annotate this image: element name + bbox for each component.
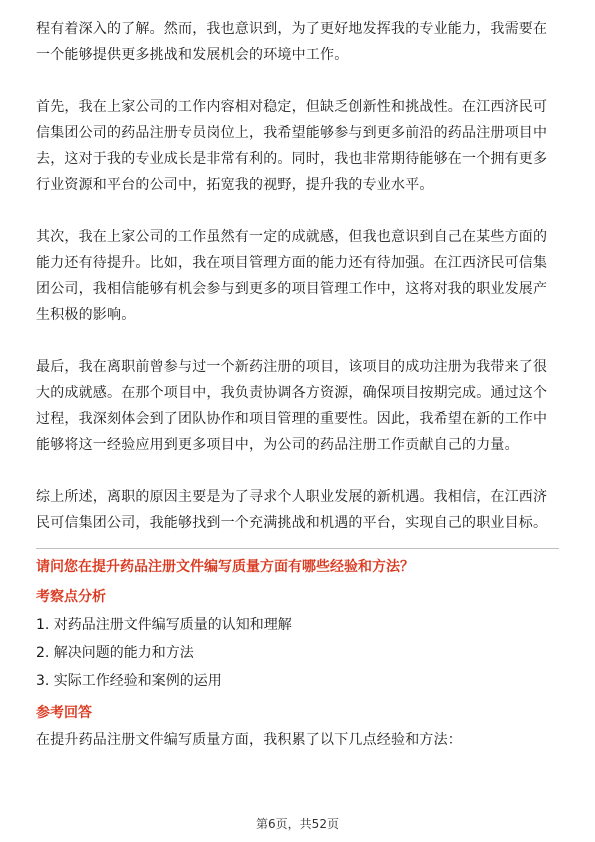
page-number: 第6页，共52页: [256, 817, 339, 831]
body-paragraph-5: 综上所述，离职的原因主要是为了寻求个人职业发展的新机遇。我相信，在江西济民可信集团公司，我能够找到一个充满挑战和机遇的平台，实现自己的职业目标。: [36, 489, 548, 531]
reference-answer-text: 在提升药品注册文件编写质量方面，我积累了以下几点经验和方法：: [36, 732, 462, 748]
body-paragraph-1: 程有着深入的了解。然而，我也意识到，为了更好地发挥我的专业能力，我需要在一个能够提供更多挑战和发展机会的环境中工作。: [36, 21, 548, 63]
list-item: 2. 解决问题的能力和方法: [36, 645, 194, 661]
reference-heading: 参考回答: [36, 705, 92, 721]
body-paragraph-4: 最后，我在离职前曾参与过一个新药注册的项目，该项目的成功注册为我带来了很大的成就感。在那个项目中，我负责协调各方资源，确保项目按期完成。通过这个过程，我深刻体会到了团队协作和项目管理的重要性。因此，我希望在新的工作中能够将这一经验应用到更多项目中，为公司的药品注册工作贡献自己的力量。: [36, 359, 548, 453]
list-item: 3. 实际工作经验和案例的运用: [36, 673, 222, 689]
interview-question: 请问您在提升药品注册文件编写质量方面有哪些经验和方法？: [36, 559, 414, 575]
section-divider: [36, 548, 559, 549]
body-paragraph-3: 其次，我在上家公司的工作虽然有一定的成就感，但我也意识到自己在某些方面的能力还有待提升。比如，我在项目管理方面的能力还有待加强。在江西济民可信集团公司，我相信能够有机会参与到更多的项目管理工作中，这将对我的职业发展产生积极的影响。: [36, 229, 548, 323]
body-paragraph-2: 首先，我在上家公司的工作内容相对稳定，但缺乏创新性和挑战性。在江西济民可信集团公司的药品注册专员岗位上，我希望能够参与到更多前沿的药品注册项目中去，这对于我的专业成长是非常有利的。同时，我也非常期待能够在一个拥有更多行业资源和平台的公司中，拓宽我的视野，提升我的专业水平。: [36, 99, 548, 193]
analysis-heading: 考察点分析: [36, 589, 106, 605]
list-item: 1. 对药品注册文件编写质量的认知和理解: [36, 617, 292, 633]
document-page: [36, 16, 559, 753]
analysis-list: [36, 611, 559, 695]
